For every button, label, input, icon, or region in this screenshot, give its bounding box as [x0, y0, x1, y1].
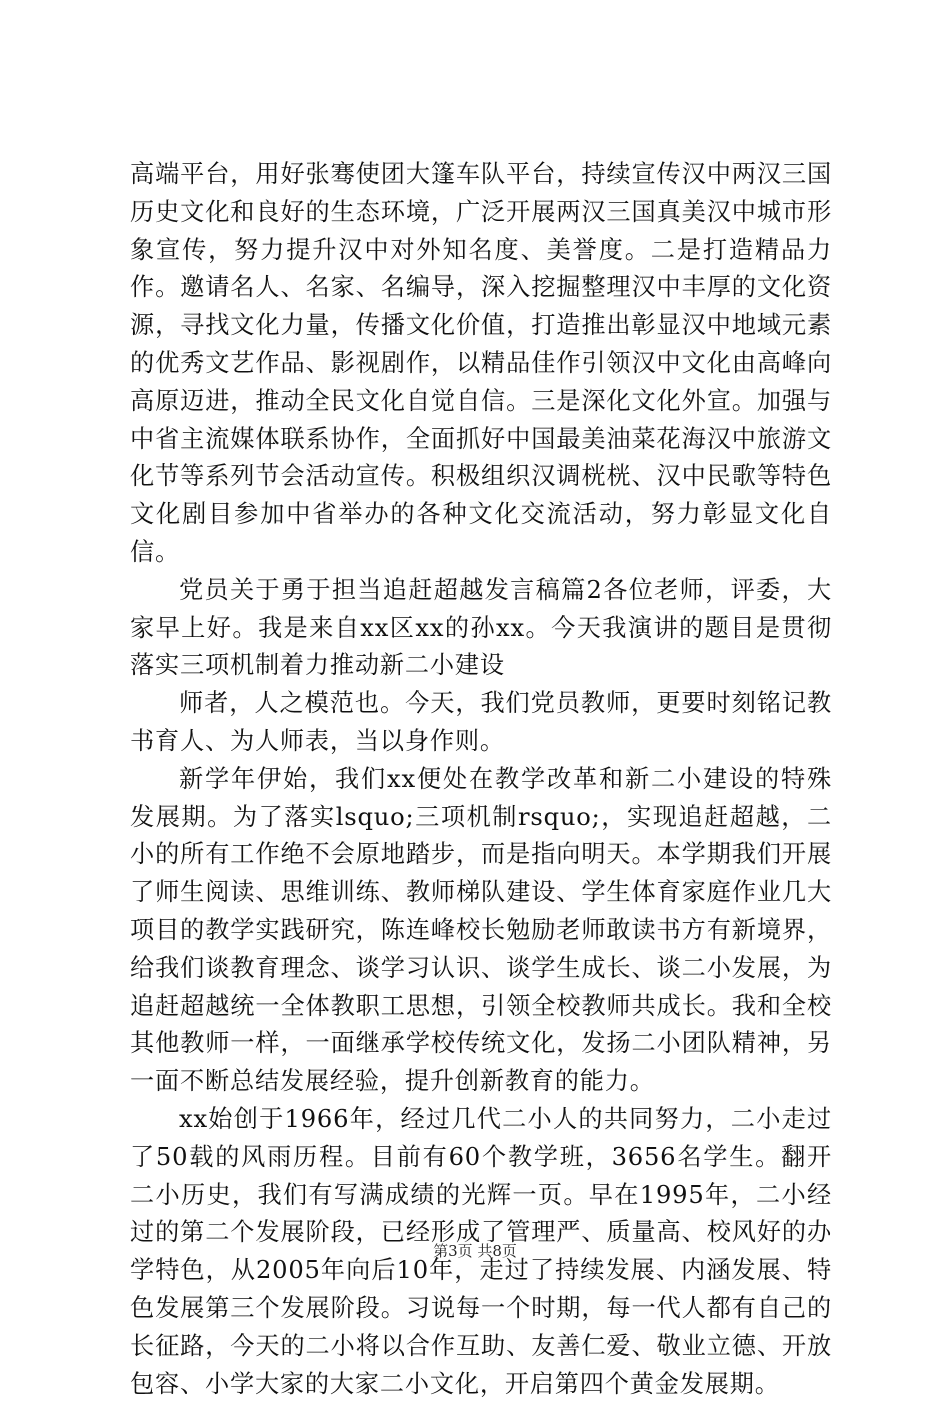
paragraph-continuation: 高端平台，用好张骞使团大篷车队平台，持续宣传汉中两汉三国历史文化和良好的生态环境，广泛开展两汉三国真美汉中城市形象宣传，努力提升汉中对外知名度、美誉度。二是打造精品力作。邀请名人、名家、名编导，深入挖掘整理汉中丰厚的文化资源，寻找文化力量，传播文化价值，打造推出彰显汉中地域元素的优秀文艺作品、影视剧作，以精品佳作引领汉中文化由高峰向高原迈进，推动全民文化自觉自信。三是深化文化外宣。加强与中省主流媒体联系协作，全面抓好中国最美油菜花海汉中旅游文化节等系列节会活动宣传。积极组织汉调桄桄、汉中民歌等特色文化剧目参加中省举办的各种文化交流活动，努力彰显文化自信。: [130, 160, 832, 566]
paragraph-new-semester: 新学年伊始，我们xx便处在教学改革和新二小建设的特殊发展期。为了落实lsquo;三项机制rsquo;，实现追赶超越，二小的所有工作绝不会原地踏步，而是指向明天。本学期我们开展了师生阅读、思维训练、教师梯队建设、学生体育家庭作业几大项目的教学实践研究，陈连峰校长勉励老师敢读书方有新境界，给我们谈教育理念、谈学习认识、谈学生成长、谈二小发展，为追赶超越统一全体教职工思想，引领全校教师共成长。我和全校其他教师一样，一面继承学校传统文化，发扬二小团队精神，另一面不断总结发展经验，提升创新教育的能力。: [130, 764, 832, 1096]
document-body: [130, 156, 832, 1403]
page-number-footer: 第3页 共8页: [433, 1242, 517, 1260]
paragraph-teacher-role: 师者，人之模范也。今天，我们党员教师，更要时刻铭记教书育人、为人师表，当以身作则。: [130, 689, 832, 755]
paragraph-school-history: xx始创于1966年，经过几代二小人的共同努力，二小走过了50载的风雨历程。目前有60个教学班，3656名学生。翻开二小历史，我们有写满成绩的光辉一页。早在1995年，二小经过的第二个发展阶段，已经形成了管理严、质量高、校风好的办学特色，从2005年向后10年，走过了持续发展、内涵发展、特色发展第三个发展阶段。习说每一个时期，每一代人都有自己的长征路，今天的二小将以合作互助、友善仁爱、敬业立德、开放包容、小学大家的大家二小文化，开启第四个黄金发展期。: [130, 1104, 832, 1398]
paragraph-speech-intro: 党员关于勇于担当追赶超越发言稿篇2各位老师，评委，大家早上好。我是来自xx区xx的孙xx。今天我演讲的题目是贯彻落实三项机制着力推动新二小建设: [130, 575, 832, 680]
